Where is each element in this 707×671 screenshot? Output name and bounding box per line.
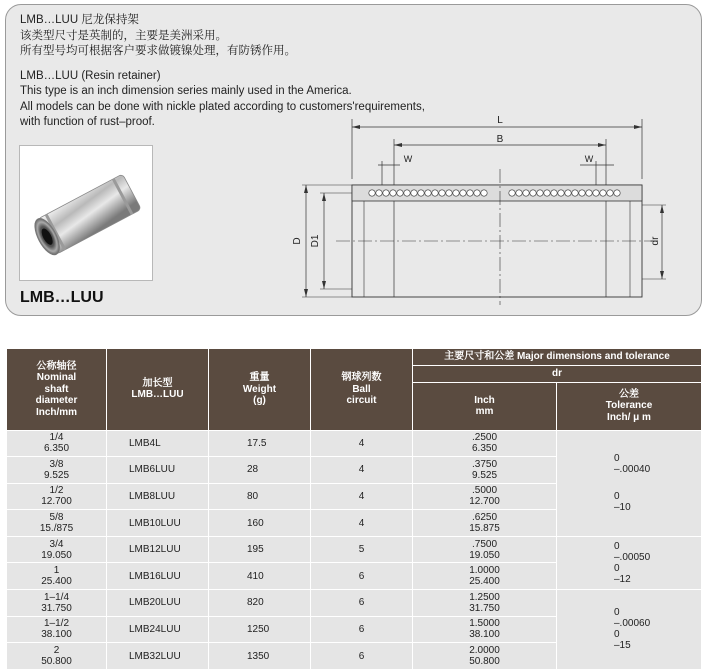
table-row: 3/8 9.525 LMB6LUU 28 4 .3750 9.525 bbox=[7, 457, 702, 484]
dim-l-label: L bbox=[497, 115, 503, 126]
spec-table bbox=[6, 348, 702, 670]
tolerance-group-1: 0 –.00040 0 –10 bbox=[557, 430, 702, 536]
header-weight: 重量 Weight (g) bbox=[209, 349, 311, 431]
table-row: 3/4 19.050 LMB12LUU 195 5 .7500 19.050 0 –.00050 0 –12 bbox=[7, 536, 702, 563]
dim-d-label: D bbox=[292, 237, 303, 245]
table-row: 2 50.800 LMB32LUU 1350 6 2.0000 50.800 bbox=[7, 643, 702, 670]
header-diameter: 公称轴径 Nominal shaft diameter Inch/mm bbox=[7, 349, 107, 431]
table-row: 1–1/4 31.750 LMB20LUU 820 6 1.2500 31.750 0 –.00060 0 –15 bbox=[7, 590, 702, 617]
spec-table-body bbox=[7, 430, 702, 669]
ball-row-left bbox=[369, 190, 487, 196]
cn-title: LMB…LUU 尼龙保持架 bbox=[20, 14, 139, 26]
tolerance-group-3: 0 –.00060 0 –15 bbox=[557, 590, 702, 670]
dim-d1-label: D1 bbox=[310, 234, 321, 248]
header-model: 加长型 LMB…LUU bbox=[107, 349, 209, 431]
bearing-photo bbox=[19, 145, 153, 281]
header-ball-circuit: 钢球列数 Ball circuit bbox=[311, 349, 413, 431]
en-line-2: All models can be done with nickle plated according to customers'requirements, bbox=[20, 100, 425, 113]
en-line-1: This type is an inch dimension series mainly used in the America. bbox=[20, 85, 352, 97]
table-row: 5/8 15./875 LMB10LUU 160 4 .6250 15.875 bbox=[7, 510, 702, 537]
model-label: LMB…LUU bbox=[20, 289, 104, 306]
table-row: 1/4 6.350 LMB4L 17.5 4 .2500 6.350 0 –.00040 0 –10 bbox=[7, 430, 702, 457]
header-tolerance: 公差 Tolerance Inch/ μ m bbox=[557, 382, 702, 430]
tolerance-group-2: 0 –.00050 0 –12 bbox=[557, 536, 702, 589]
en-line-3: with function of rust–proof. bbox=[20, 116, 155, 128]
dim-b-label: B bbox=[496, 134, 504, 145]
technical-drawing bbox=[276, 109, 676, 311]
dim-w-left-label: W bbox=[403, 154, 413, 164]
cn-line-2: 所有型号均可根据客户要求做镀镍处理，有防锈作用。 bbox=[20, 45, 296, 57]
cn-line-1: 该类型尺寸是英制的，主要是美洲采用。 bbox=[20, 29, 227, 42]
table-row: 1/2 12.700 LMB8LUU 80 4 .5000 12.700 bbox=[7, 483, 702, 510]
header-inch-mm: Inch mm bbox=[413, 382, 557, 430]
dim-w-right-label: W bbox=[584, 154, 594, 164]
table-row: 1 25.400 LMB16LUU 410 6 1.0000 25.400 bbox=[7, 563, 702, 590]
header-major-dimensions: 主要尺寸和公差 Major dimensions and tolerance bbox=[413, 349, 702, 366]
header-dr: dr bbox=[413, 366, 702, 383]
table-row: 1–1/2 38.100 LMB24LUU 1250 6 1.5000 38.100 bbox=[7, 616, 702, 643]
dim-dr-label: dr bbox=[650, 236, 661, 246]
en-title: LMB…LUU (Resin retainer) bbox=[20, 69, 161, 82]
description-panel bbox=[5, 4, 702, 316]
bearing-image bbox=[20, 146, 152, 280]
